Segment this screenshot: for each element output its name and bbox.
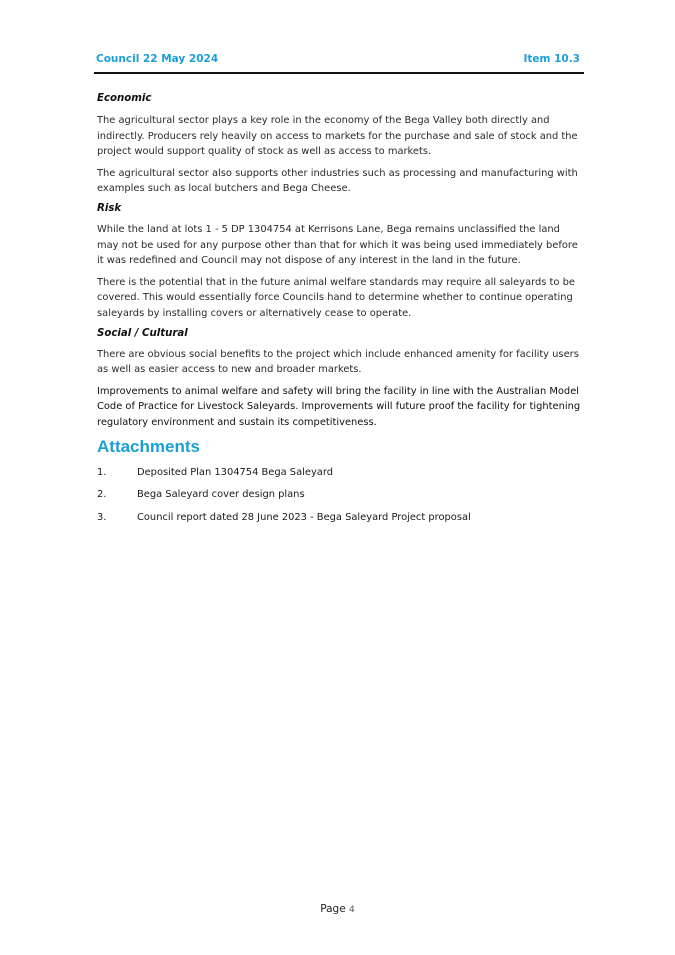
page-label: Page (320, 903, 346, 915)
attachments-list (97, 466, 581, 534)
attachment-title[interactable]: Deposited Plan 1304754 Bega Saleyard (137, 466, 333, 478)
page-body (97, 92, 581, 533)
social-paragraph-2: Improvements to animal welfare and safety will bring the facility in line with the Australian Model Code of Practice for Livestock Saleyards. Improvements will future proof the facility for tightening regulatory environment and sustain its competitiveness. (97, 385, 581, 428)
economic-heading: Economic (97, 93, 152, 104)
risk-paragraph-1: While the land at lots 1 - 5 DP 1304754 at Kerrisons Lane, Bega remains unclassified the land may not be used for any purpose other than that for which it was being used immediately before it was redefined and Council may not dispose of any interest in the land in the future. (97, 223, 578, 267)
attachment-number: 3. (97, 511, 107, 523)
attachment-number: 2. (97, 489, 107, 500)
attachment-title[interactable]: Council report dated 28 June 2023 - Bega Saleyard Project proposal (137, 511, 471, 523)
header-item-number: Item 10.3 (523, 53, 580, 65)
page-header (96, 53, 580, 73)
header-meeting-date: Council 22 May 2024 (96, 53, 219, 65)
risk-paragraph-2: There is the potential that in the future animal welfare standards may require all saleyards to be covered. This would essentially force Councils hand to determine whether to continue operating saleyards by installing covers or alternatively cease to operate. (97, 276, 575, 319)
page-number: 4 (349, 905, 355, 915)
attachment-number: 1. (97, 466, 107, 478)
attachment-item[interactable] (97, 488, 581, 511)
attachment-item[interactable] (97, 511, 581, 534)
page-footer (0, 903, 675, 915)
social-cultural-heading: Social / Cultural (97, 327, 188, 339)
attachment-item[interactable] (97, 466, 581, 489)
risk-heading: Risk (97, 202, 122, 214)
header-divider (94, 72, 584, 74)
economic-paragraph-2: The agricultural sector also supports other industries such as processing and manufacturing with examples such as local butchers and Bega Cheese. (97, 167, 578, 195)
social-paragraph-1: There are obvious social benefits to the project which include enhanced amenity for facility users as well as easier access to new and broader markets. (97, 348, 579, 376)
economic-paragraph-1: The agricultural sector plays a key role in the economy of the Bega Valley both directly and indirectly. Producers rely heavily on access to markets for the purchase and sale of stock and the project would support quality of stock as well as access to markets. (97, 115, 578, 158)
attachments-heading: Attachments (97, 436, 200, 456)
attachment-title[interactable]: Bega Saleyard cover design plans (137, 489, 305, 500)
